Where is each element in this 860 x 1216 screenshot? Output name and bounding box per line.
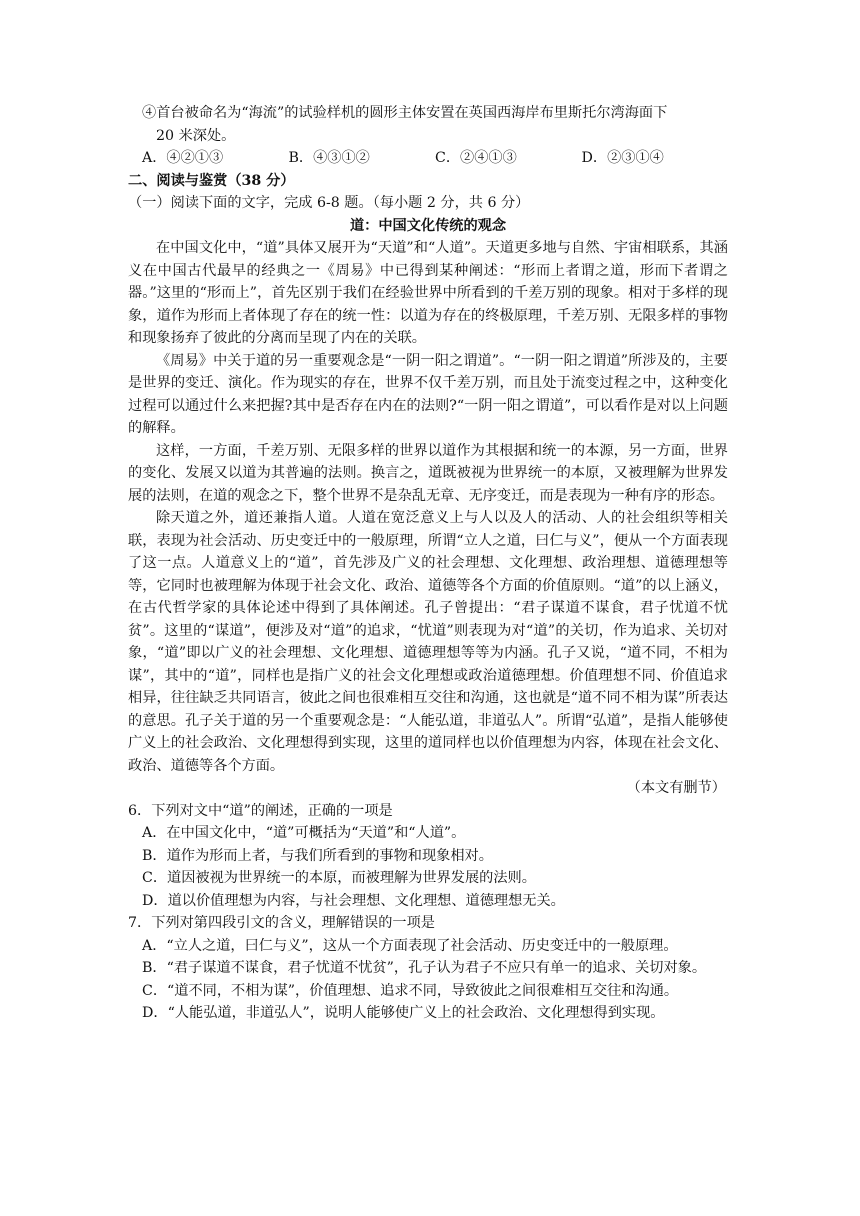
exam-page	[128, 102, 728, 1025]
question-6-option-d: D．道以价值理想为内容，与社会理想、文化理想、道德理想无关。	[142, 892, 565, 909]
option-d: D．②③①④	[581, 150, 664, 166]
question-7-stem: 7．下列对第四段引文的含义，理解错误的一项是	[128, 915, 435, 931]
article-note: （本文有删节）	[626, 780, 726, 796]
question-6-option-b: B．道作为形而上者，与我们所看到的事物和现象相对。	[142, 847, 493, 864]
question-6-option-a: A．在中国文化中，“道”可概括为“天道”和“人道”。	[142, 825, 466, 841]
prev-item-options	[128, 147, 728, 170]
section-instruction: （一）阅读下面的文字，完成 6-8 题。（每小题 2 分，共 6 分）	[128, 195, 530, 211]
article-paragraph-2: 《周易》中关于道的另一重要观念是“一阴一阳之谓道”。“一阴一阳之谓道”所涉及的，主要是世界的变迁、演化。作为现实的存在，世界不仅千差万别，而且处于流变过程之中，这种变化过程可以通过什么来把握?其中是否存在内在的法则?“一阴一阳之谓道”，可以看作是对以上问题的解释。	[128, 352, 728, 436]
prev-item-text: ④首台被命名为“海流”的试验样机的圆形主体安置在英国西海岸布里斯托尔湾海面下	[142, 105, 668, 121]
option-a: A．④②①③	[142, 150, 224, 166]
question-7-option-b: B．“君子谋道不谋食，君子忧道不忧贫”，孔子认为君子不应只有单一的追求、关切对象。	[142, 960, 707, 976]
prev-item-text-cont: 20 米深处。	[156, 127, 236, 144]
question-7-option-c: C．“道不同，不相为谋”，价值理想、追求不同，导致彼此之间很难相互交往和沟通。	[142, 982, 679, 999]
question-6-option-c: C．道因被视为世界统一的本原，而被理解为世界发展的法则。	[142, 870, 536, 886]
article-title: 道：中国文化传统的观念	[349, 217, 507, 234]
article-paragraph-4: 除天道之外，道还兼指人道。人道在宽泛意义上与人以及人的活动、人的社会组织等相关联，表现为社会活动、历史变迁中的一般原理，所谓“立人之道，曰仁与义”，便从一个方面表现了这一点。人道意义上的“道”，首先涉及广义的社会理想、文化理想、政治理想、道德理想等等，它同时也被理解为体现于社会文化、政治、道德等各个方面的价值原则。“道”的以上涵义，在古代哲学家的具体论述中得到了具体阐述。孔子曾提出：“君子谋道不谋食，君子忧道不忧贫”。这里的“谋道”，便涉及对“道”的追求，“忧道”则表现为对“道”的关切，作为追求、关切对象，“道”即以广义的社会理想、文化理想、道德理想等等为内涵。孔子又说，“道不同，不相为谋”，其中的“道”，同样也是指广义的社会文化理想或政治道德理想。价值理想不同、价值追求相异，往往缺乏共同语言，彼此之间也很难相互交往和沟通，这也就是“道不同不相为谋”所表达的意思。孔子关于道的另一个重要观念是：“人能弘道，非道弘人”。所谓“弘道”，是指人能够使广义上的社会政治、文化理想得到实现，这里的道同样也以价值理想为内容，体现在社会文化、政治、道德等各个方面。	[128, 510, 728, 774]
question-7-option-a: A．“立人之道，曰仁与义”，这从一个方面表现了社会活动、历史变迁中的一般原理。	[142, 937, 678, 954]
article-paragraph-1: 在中国文化中，“道”具体又展开为“天道”和“人道”。天道更多地与自然、宇宙相联系，其涵义在中国古代最早的经典之一《周易》中已得到某种阐述：“形而上者谓之道，形而下者谓之器。”这里的“形而上”，首先区别于我们在经验世界中所看到的千差万别的现象。相对于多样的现象，道作为形而上者体现了存在的统一性：以道为存在的终极原理，千差万别、无限多样的事物和现象扬弃了彼此的分离而呈现了内在的关联。	[128, 240, 728, 346]
question-7-option-d: D．“人能弘道，非道弘人”，说明人能够使广义上的社会政治、文化理想得到实现。	[142, 1005, 665, 1021]
option-c: C．②④①③	[435, 150, 517, 166]
section-heading: 二、阅读与鉴赏（38 分）	[128, 172, 295, 189]
option-b: B．④③①②	[288, 150, 370, 166]
question-6-stem: 6．下列对文中“道”的阐述，正确的一项是	[128, 802, 393, 819]
article-paragraph-3: 这样，一方面，千差万别、无限多样的世界以道作为其根据和统一的本源，另一方面，世界的变化、发展又以道为其普遍的法则。换言之，道既被视为世界统一的本原，又被理解为世界发展的法则，在道的观念之下，整个世界不是杂乱无章、无序变迁，而是表现为一种有序的形态。	[128, 442, 728, 504]
